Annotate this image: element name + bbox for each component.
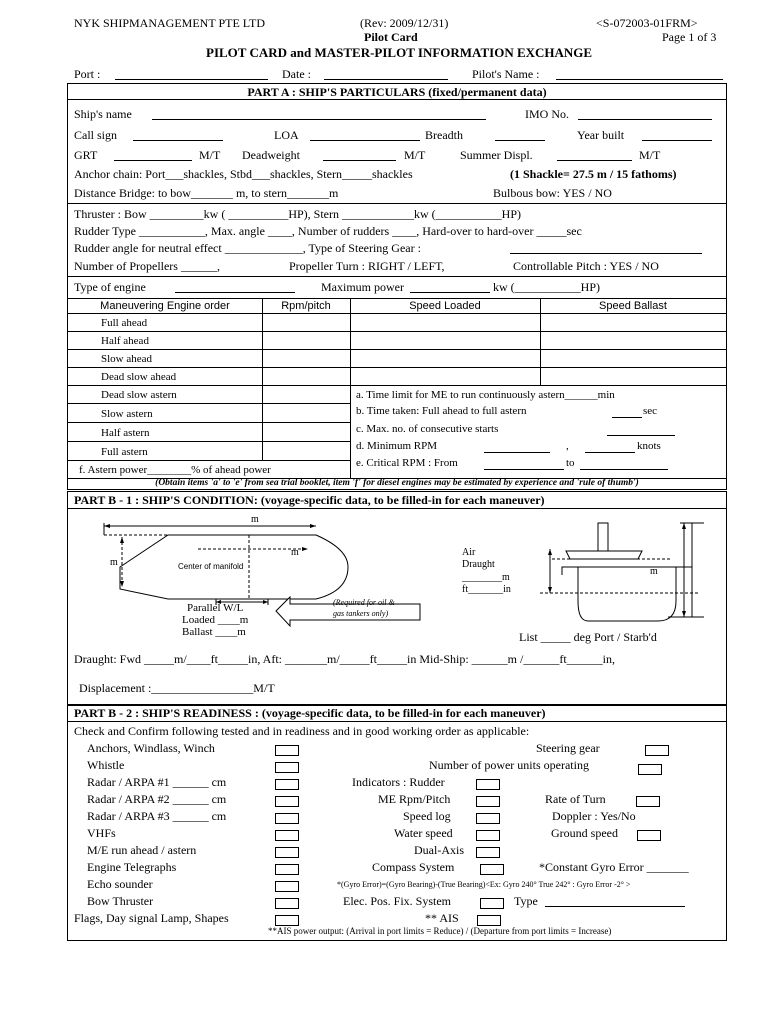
checkbox-ais[interactable]: [477, 915, 501, 926]
engine-order-slow-ahead: Slow ahead: [101, 353, 153, 365]
deadweight-unit: M/T: [404, 148, 426, 162]
item-radar-2: Radar / ARPA #2 ______ cm: [87, 792, 227, 806]
item-anchors: Anchors, Windlass, Winch: [87, 741, 215, 755]
ships-name-label: Ship's name: [74, 107, 132, 121]
checkbox-anchors[interactable]: [275, 745, 299, 756]
item-flags: Flags, Day signal Lamp, Shapes: [74, 911, 229, 925]
divider: [68, 460, 351, 461]
item-steering-gear: Steering gear: [536, 741, 600, 755]
revision: (Rev: 2009/12/31): [360, 16, 449, 30]
grt-field[interactable]: [114, 160, 192, 161]
grt-label: GRT: [74, 148, 98, 162]
center-of-manifold-label: Center of manifold: [178, 562, 244, 571]
displacement-line: Displacement :_________________M/T: [79, 681, 275, 695]
note-d: d. Minimum RPM: [356, 440, 437, 452]
ballast-label: Ballast ____m: [182, 626, 246, 638]
year-built-field[interactable]: [642, 140, 712, 141]
parallel-wl-label: Parallel W/L: [187, 602, 244, 614]
checkbox-elec-pos-fix[interactable]: [480, 898, 504, 909]
call-sign-label: Call sign: [74, 128, 118, 142]
imo-field[interactable]: [578, 119, 712, 120]
checkbox-dual-axis[interactable]: [476, 847, 500, 858]
divider: [68, 367, 726, 368]
air-label: Air: [462, 547, 476, 558]
divider: [68, 331, 726, 332]
item-power-units: Number of power units operating: [429, 758, 589, 772]
port-field[interactable]: [115, 79, 268, 80]
note-d-comma: ,: [566, 440, 569, 452]
table-header-speed-loaded: Speed Loaded: [409, 300, 481, 312]
type-of-engine-field[interactable]: [175, 292, 295, 293]
propeller-turn: Propeller Turn : RIGHT / LEFT,: [289, 259, 445, 273]
checkbox-radar-2[interactable]: [275, 796, 299, 807]
table-header-speed-ballast: Speed Ballast: [599, 300, 667, 312]
divider: [68, 385, 726, 386]
engine-order-dead-slow-ahead: Dead slow ahead: [101, 371, 177, 383]
engine-order-full-ahead: Full ahead: [101, 317, 148, 329]
diagram-height-m: m: [110, 557, 118, 568]
bulbous-bow: Bulbous bow: YES / NO: [493, 186, 612, 200]
item-me-run: M/E run ahead / astern: [87, 843, 197, 857]
year-built-label: Year built: [577, 128, 625, 142]
type-field[interactable]: [545, 906, 685, 907]
checkbox-power-units[interactable]: [638, 764, 662, 775]
item-indicators-rudder: Indicators : Rudder: [352, 775, 445, 789]
divider: [68, 203, 726, 204]
port-label: Port :: [74, 67, 101, 81]
item-echo-sounder: Echo sounder: [87, 877, 153, 891]
call-sign-field[interactable]: [133, 140, 223, 141]
card-title: Pilot Card: [364, 30, 418, 44]
note-b: b. Time taken: Full ahead to full astern: [356, 405, 527, 417]
deadweight-field[interactable]: [323, 160, 396, 161]
divider: [68, 403, 351, 404]
max-power-unit: kw (___________HP): [493, 280, 600, 294]
part-a-footnote: (Obtain items 'a' to 'e' from sea trial booklet, item 'f' for diesel engines may be estimated by experience and 'rule of thumb'): [155, 478, 639, 488]
page-number: Page 1 of 3: [662, 30, 717, 44]
checkbox-whistle[interactable]: [275, 762, 299, 773]
company-name: NYK SHIPMANAGEMENT PTE LTD: [74, 16, 266, 30]
item-elec-pos-fix: Elec. Pos. Fix. System: [343, 894, 452, 908]
item-bow-thruster: Bow Thruster: [87, 894, 154, 908]
divider: [68, 99, 726, 100]
arrow-note-line2: gas tankers only): [333, 609, 389, 618]
summer-displ-unit: M/T: [639, 148, 661, 162]
checkbox-flags[interactable]: [275, 915, 299, 926]
max-power-field[interactable]: [410, 292, 490, 293]
note-d-knots-field[interactable]: [585, 452, 635, 453]
steering-gear-type-field[interactable]: [510, 253, 702, 254]
date-label: Date :: [282, 67, 311, 81]
item-doppler: Doppler : Yes/No: [552, 809, 636, 823]
item-vhfs: VHFs: [87, 826, 116, 840]
table-header-rpm: Rpm/pitch: [281, 300, 331, 312]
checkbox-engine-telegraphs[interactable]: [275, 864, 299, 875]
grt-unit: M/T: [199, 148, 221, 162]
astern-power: f. Astern power________% of ahead power: [79, 464, 271, 476]
imo-label: IMO No.: [525, 107, 569, 121]
date-field[interactable]: [324, 79, 448, 80]
diagram-manifold-m: m: [291, 547, 299, 558]
air-draught-ft: ft_______in: [462, 584, 511, 595]
checkbox-me-run[interactable]: [275, 847, 299, 858]
anchor-chain: Anchor chain: Port___shackles, Stbd___shackles, Stern_____shackles: [74, 167, 413, 181]
item-dual-axis: Dual-Axis: [414, 843, 464, 857]
main-title: PILOT CARD and MASTER-PILOT INFORMATION EXCHANGE: [206, 45, 593, 60]
loa-label: LOA: [274, 128, 299, 142]
breadth-label: Breadth: [425, 128, 463, 142]
item-compass-system: Compass System: [372, 860, 455, 874]
divider: [68, 721, 726, 722]
note-c: c. Max. no. of consecutive starts: [356, 423, 499, 435]
engine-order-full-astern: Full astern: [101, 446, 148, 458]
checkbox-radar-1[interactable]: [275, 779, 299, 790]
engine-order-half-ahead: Half ahead: [101, 335, 149, 347]
item-rate-of-turn: Rate of Turn: [545, 792, 606, 806]
distance-bridge: Distance Bridge: to bow_______ m, to stern_______m: [74, 186, 339, 200]
checkbox-steering-gear[interactable]: [645, 745, 669, 756]
item-ground-speed: Ground speed: [551, 826, 618, 840]
part-b2-title: PART B - 2 : SHIP'S READINESS : (voyage-specific data, to be filled-in for each maneuver): [74, 706, 546, 720]
checkbox-rate-of-turn[interactable]: [636, 796, 660, 807]
checkbox-speed-log[interactable]: [476, 813, 500, 824]
checkbox-ground-speed[interactable]: [637, 830, 661, 841]
divider: [68, 298, 726, 299]
divider: [68, 276, 726, 277]
checkbox-radar-3[interactable]: [275, 813, 299, 824]
gyro-error-label: *Constant Gyro Error _______: [539, 860, 689, 874]
ships-name-field[interactable]: [152, 119, 486, 120]
draught-line: Draught: Fwd _____m/____ft_____in, Aft: _______m/_____ft_____in Mid-Ship: ______m /______ft______in,: [74, 652, 616, 666]
depth-m: m: [650, 566, 658, 577]
type-of-engine-label: Type of engine: [74, 280, 146, 294]
item-radar-1: Radar / ARPA #1 ______ cm: [87, 775, 227, 789]
rudder-type-line: Rudder Type ___________, Max. angle ____, Number of rudders ____, Hard-over to hard-over _____sec: [74, 224, 582, 238]
rudder-angle-line: Rudder angle for neutral effect _____________, Type of Steering Gear :: [74, 241, 421, 255]
air-draught-m: ________m: [462, 572, 510, 583]
note-e-to-field[interactable]: [580, 469, 668, 470]
divider: [68, 349, 726, 350]
part-b2-intro: Check and Confirm following tested and in readiness and in good working order as applicable:: [74, 724, 530, 738]
draught-label: Draught: [462, 559, 495, 570]
ship-diagram: [68, 509, 726, 644]
note-c-field[interactable]: [607, 435, 675, 436]
part-b1-title: PART B - 1 : SHIP'S CONDITION: (voyage-specific data, to be filled-in for each maneuver): [74, 493, 545, 507]
loaded-label: Loaded ____m: [182, 614, 249, 626]
type-label: Type: [514, 894, 538, 908]
divider: [540, 298, 541, 385]
list-line: List _____ deg Port / Starb'd: [519, 630, 657, 644]
pilot-name-field[interactable]: [556, 79, 723, 80]
summer-displ-label: Summer Displ.: [460, 148, 533, 162]
arrow-note-line1: (Required for oil &: [333, 598, 395, 607]
item-water-speed: Water speed: [394, 826, 453, 840]
divider: [262, 298, 263, 460]
table-header-order: Maneuvering Engine order: [100, 300, 230, 312]
breadth-field[interactable]: [495, 140, 545, 141]
checkbox-vhfs[interactable]: [275, 830, 299, 841]
deadweight-label: Deadweight: [242, 148, 300, 162]
divider: [350, 298, 351, 478]
divider: [68, 313, 726, 314]
ais-note: **AIS power output: (Arrival in port limits = Reduce) / (Departure from port limits = Increase): [268, 926, 612, 936]
note-a: a. Time limit for ME to run continuously astern______min: [356, 389, 615, 401]
item-ais: ** AIS: [425, 911, 459, 925]
controllable-pitch: Controllable Pitch : YES / NO: [513, 259, 659, 273]
engine-order-dead-slow-astern: Dead slow astern: [101, 389, 177, 401]
note-e-to: to: [566, 457, 575, 469]
item-engine-telegraphs: Engine Telegraphs: [87, 860, 177, 874]
diagram-length-m: m: [251, 514, 259, 525]
item-speed-log: Speed log: [403, 809, 451, 823]
part-a-title: PART A : SHIP'S PARTICULARS (fixed/permanent data): [247, 85, 547, 99]
shackle-note: (1 Shackle= 27.5 m / 15 fathoms): [510, 167, 677, 181]
checkbox-me-rpm[interactable]: [476, 796, 500, 807]
item-radar-3: Radar / ARPA #3 ______ cm: [87, 809, 227, 823]
divider: [68, 422, 351, 423]
thruster-line: Thruster : Bow _________kw ( __________HP), Stern ____________kw (___________HP): [74, 207, 521, 221]
note-b-unit: sec: [643, 405, 658, 417]
note-d-rpm-field[interactable]: [484, 452, 550, 453]
item-me-rpm: ME Rpm/Pitch: [378, 792, 451, 806]
engine-order-slow-astern: Slow astern: [101, 408, 153, 420]
summer-displ-field[interactable]: [557, 160, 632, 161]
gyro-error-formula: *(Gyro Error)=(Gyro Bearing)-(True Bearing)<Ex: Gyro 240° True 242° : Gyro Error -2° >: [337, 880, 631, 889]
checkbox-water-speed[interactable]: [476, 830, 500, 841]
checkbox-bow-thruster[interactable]: [275, 898, 299, 909]
note-e-from-field[interactable]: [484, 469, 564, 470]
pilot-name-label: Pilot's Name :: [472, 67, 540, 81]
note-b-field[interactable]: [612, 417, 642, 418]
form-number: <S-072003-01FRM>: [596, 16, 698, 30]
item-whistle: Whistle: [87, 758, 125, 772]
num-propellers: Number of Propellers ______,: [74, 259, 220, 273]
divider: [68, 441, 351, 442]
engine-order-half-astern: Half astern: [101, 427, 150, 439]
note-e: e. Critical RPM : From: [356, 457, 458, 469]
loa-field[interactable]: [310, 140, 420, 141]
checkbox-compass-system[interactable]: [480, 864, 504, 875]
checkbox-indicators-rudder[interactable]: [476, 779, 500, 790]
note-d-unit: knots: [637, 440, 661, 452]
max-power-label: Maximum power: [321, 280, 404, 294]
checkbox-echo-sounder[interactable]: [275, 881, 299, 892]
